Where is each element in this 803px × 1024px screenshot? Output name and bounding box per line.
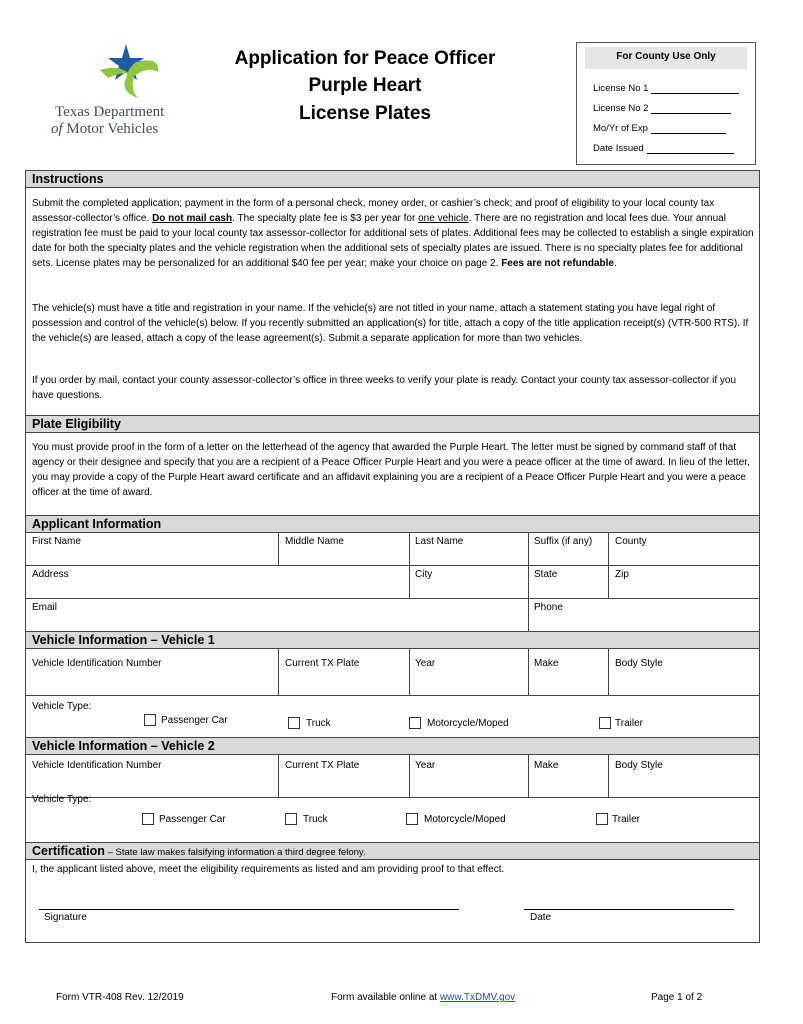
divider — [608, 648, 609, 695]
county-field[interactable]: County — [615, 536, 647, 547]
v1-type-label: Vehicle Type: — [32, 701, 92, 712]
v1-passenger-car-checkbox[interactable] — [144, 714, 156, 726]
page-title-line3: License Plates — [298, 103, 432, 124]
logo-text-line1: Texas Department — [55, 104, 165, 120]
date-line[interactable] — [524, 909, 734, 910]
v1-vin-field[interactable]: Vehicle Identification Number — [32, 658, 162, 669]
instructions-paragraph-3: If you order by mail, contact your county assessor-collector’s office in three weeks to verify your plate is ready. Contact your county tax assessor-collector if you have questions. — [32, 375, 737, 401]
v2-motorcycle-checkbox[interactable] — [406, 813, 418, 825]
v2-trailer-checkbox[interactable] — [596, 813, 608, 825]
eligibility-heading: Plate Eligibility — [26, 415, 759, 433]
page-number: Page 1 of 2 — [651, 992, 703, 1003]
divider — [528, 648, 529, 695]
v2-make-field[interactable]: Make — [534, 760, 559, 771]
v2-trailer-label: Trailer — [612, 814, 640, 825]
row-divider — [26, 565, 759, 566]
v2-truck-label: Truck — [303, 814, 328, 825]
address-field[interactable]: Address — [32, 569, 69, 580]
page-title-line1: Application for Peace Officer — [234, 48, 496, 69]
instructions-paragraph-2: The vehicle(s) must have a title and registration in your name. If the vehicle(s) are not titled in your name, attach a statement stating you have legal right of possession and control of the vehicle(s) below. If you recently submitted an application(s) for title, attach a copy of the title application receipt(s) (VTR-500 RTS). If the vehicle(s) are leased, attach a copy of the lease agreement(s). Submit a separate application for more than two vehicles. — [32, 303, 749, 344]
v1-truck-checkbox[interactable] — [288, 717, 300, 729]
last-name-field[interactable]: Last Name — [415, 536, 464, 547]
signature-label: Signature — [44, 912, 87, 923]
license-no-1-field[interactable]: License No 1 — [593, 83, 739, 94]
certification-text: I, the applicant listed above, meet the eligibility requirements as listed and am providing proof to that effect. — [32, 864, 505, 875]
v2-passenger-car-checkbox[interactable] — [142, 813, 154, 825]
online-availability: Form available online at www.TxDMV.gov — [331, 992, 516, 1003]
v2-year-field[interactable]: Year — [415, 760, 436, 771]
star-swoosh-icon — [90, 42, 170, 102]
row-divider — [26, 695, 759, 696]
county-box-heading: For County Use Only — [585, 47, 747, 69]
v1-year-field[interactable]: Year — [415, 658, 436, 669]
eligibility-text: You must provide proof in the form of a letter on the letterhead of the agency that awarded the Purple Heart. The letter must be signed by command staff of that agency or their designee and specify that you are a recipient of a Peace Officer Purple Heart and you were a peace officer at the time of award. In lieu of the letter, you may provide a copy of the Purple Heart award certificate and an affidavit explaining you are a recipient of a Peace Officer Purple Heart and you were a peace officer at the time of award. — [32, 442, 750, 498]
v1-body-style-field[interactable]: Body Style — [615, 658, 663, 669]
suffix-field[interactable]: Suffix (if any) — [534, 536, 593, 547]
date-issued-field[interactable]: Date Issued — [593, 143, 734, 154]
divider — [278, 754, 279, 797]
form-id: Form VTR-408 Rev. 12/2019 — [56, 992, 184, 1003]
v1-make-field[interactable]: Make — [534, 658, 559, 669]
row-divider — [26, 598, 759, 599]
vehicle-2-heading: Vehicle Information – Vehicle 2 — [26, 737, 759, 755]
divider — [528, 532, 529, 631]
divider — [278, 648, 279, 695]
v2-plate-field[interactable]: Current TX Plate — [285, 760, 360, 771]
date-label: Date — [530, 912, 552, 923]
v2-truck-checkbox[interactable] — [285, 813, 297, 825]
county-use-box — [576, 42, 756, 165]
v2-vin-field[interactable]: Vehicle Identification Number — [32, 760, 162, 771]
v2-body-style-field[interactable]: Body Style — [615, 760, 663, 771]
v1-trailer-checkbox[interactable] — [599, 717, 611, 729]
instructions-paragraph-1: Submit the completed application; payment in the form of a personal check, money order, or cashier’s check; and proof of eligibility to your local county tax assessor-collector’s office. Do not mail cash. The specialty plate fee is $3 per year for one vehicle. There are no registration and local fees due. Your annual registration fee must be paid to your local county tax assessor-collector for additional sets of plates. Additional fees may be collected to establish a single expiration date for both the specialty plates and the vehicle registration when the additional sets of specialty plates are issued. There is no specialty plates fee for additional sets. License plates may be personalized for an additional $40 fee per year; make your choice on page 2. Fees are not refundable. — [32, 198, 754, 269]
divider — [608, 754, 609, 797]
middle-name-field[interactable]: Middle Name — [285, 536, 344, 547]
city-field[interactable]: City — [415, 569, 433, 580]
v2-type-label: Vehicle Type: — [32, 794, 92, 805]
zip-field[interactable]: Zip — [615, 569, 629, 580]
v1-truck-label: Truck — [306, 718, 331, 729]
v2-motorcycle-label: Motorcycle/Moped — [424, 814, 506, 825]
vehicle-1-heading: Vehicle Information – Vehicle 1 — [26, 631, 759, 649]
application-form — [25, 170, 760, 943]
row-divider — [26, 797, 759, 798]
instructions-heading: Instructions — [26, 170, 759, 188]
logo-text-line2: of Motor Vehicles — [51, 121, 159, 137]
divider — [278, 532, 279, 565]
v1-motorcycle-checkbox[interactable] — [409, 717, 421, 729]
divider — [409, 754, 410, 797]
certification-heading: Certification – State law makes falsifying information a third degree felony. — [26, 842, 759, 860]
v1-motorcycle-label: Motorcycle/Moped — [427, 718, 509, 729]
v1-trailer-label: Trailer — [615, 718, 643, 729]
v1-plate-field[interactable]: Current TX Plate — [285, 658, 360, 669]
phone-field[interactable]: Phone — [534, 602, 563, 613]
applicant-heading: Applicant Information — [26, 515, 759, 533]
email-field[interactable]: Email — [32, 602, 58, 613]
exp-date-field[interactable]: Mo/Yr of Exp — [593, 123, 726, 134]
page-title-line2: Purple Heart — [308, 75, 422, 96]
v1-passenger-car-label: Passenger Car — [161, 715, 228, 726]
state-field[interactable]: State — [534, 569, 558, 580]
signature-line[interactable] — [39, 909, 459, 910]
license-no-2-field[interactable]: License No 2 — [593, 103, 731, 114]
v2-passenger-car-label: Passenger Car — [159, 814, 226, 825]
divider — [528, 754, 529, 797]
txdmv-logo — [50, 42, 200, 142]
first-name-field[interactable]: First Name — [32, 536, 81, 547]
divider — [409, 648, 410, 695]
txdmv-link[interactable]: www.TxDMV.gov — [439, 992, 516, 1003]
